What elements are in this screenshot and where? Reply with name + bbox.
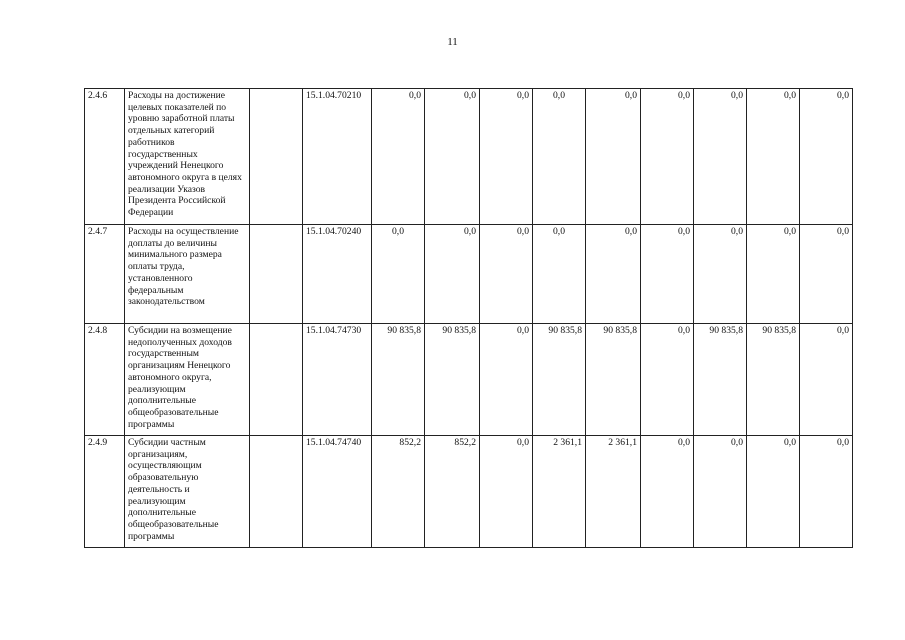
row-value: 0,0 [480, 225, 533, 324]
row-value: 0,0 [800, 89, 853, 225]
row-value: 0,0 [694, 89, 747, 225]
row-value: 0,0 [800, 225, 853, 324]
row-value: 0,0 [641, 436, 694, 548]
row-value: 0,0 [641, 89, 694, 225]
row-code: 15.1.04.70240 [303, 225, 372, 324]
row-code: 15.1.04.74730 [303, 324, 372, 436]
row-number: 2.4.9 [85, 436, 125, 548]
row-name: Субсидии на возмещение недополученных доходов государственным организациям Ненецкого автономного округа, реализующим дополнительные общеобразовательные программы [125, 324, 250, 436]
row-extra [250, 225, 303, 324]
row-number: 2.4.6 [85, 89, 125, 225]
row-value: 0,0 [747, 225, 800, 324]
row-value: 0,0 [425, 225, 480, 324]
row-value: 0,0 [425, 89, 480, 225]
row-value: 0,0 [372, 89, 425, 225]
row-value: 0,0 [641, 225, 694, 324]
row-number: 2.4.7 [85, 225, 125, 324]
row-code: 15.1.04.74740 [303, 436, 372, 548]
row-value: 0,0 [372, 225, 425, 324]
row-value: 0,0 [747, 89, 800, 225]
page-number: 11 [447, 36, 458, 48]
table-row [85, 89, 853, 225]
row-value: 0,0 [800, 436, 853, 548]
row-value: 852,2 [425, 436, 480, 548]
row-value: 0,0 [480, 324, 533, 436]
row-value: 90 835,8 [694, 324, 747, 436]
row-value: 0,0 [533, 89, 586, 225]
row-number: 2.4.8 [85, 324, 125, 436]
row-value: 0,0 [641, 324, 694, 436]
table-row [85, 324, 853, 436]
row-value: 2 361,1 [533, 436, 586, 548]
row-code: 15.1.04.70210 [303, 89, 372, 225]
row-value: 90 835,8 [533, 324, 586, 436]
row-value: 90 835,8 [747, 324, 800, 436]
row-value: 0,0 [480, 89, 533, 225]
row-value: 0,0 [586, 89, 641, 225]
table-row [85, 436, 853, 548]
row-value: 2 361,1 [586, 436, 641, 548]
row-extra [250, 89, 303, 225]
row-value: 90 835,8 [586, 324, 641, 436]
row-name: Субсидии частным организациям, осуществляющим образовательную деятельность и реализующим дополнительные общеобразовательные программы [125, 436, 250, 548]
row-name: Расходы на осуществление доплаты до величины минимального размера оплаты труда, установленного федеральным законодательством [125, 225, 250, 324]
table-row [85, 225, 853, 324]
row-value: 0,0 [533, 225, 586, 324]
row-extra [250, 324, 303, 436]
row-value: 90 835,8 [425, 324, 480, 436]
row-value: 0,0 [586, 225, 641, 324]
row-name: Расходы на достижение целевых показателей по уровню заработной платы отдельных категорий работников государственных учреждений Ненецкого автономного округа в целях реализации Указов Президента Российской Федерации [125, 89, 250, 225]
row-value: 90 835,8 [372, 324, 425, 436]
row-value: 0,0 [480, 436, 533, 548]
row-value: 0,0 [747, 436, 800, 548]
row-value: 0,0 [800, 324, 853, 436]
row-value: 852,2 [372, 436, 425, 548]
budget-table [84, 88, 853, 548]
row-extra [250, 436, 303, 548]
row-value: 0,0 [694, 225, 747, 324]
row-value: 0,0 [694, 436, 747, 548]
